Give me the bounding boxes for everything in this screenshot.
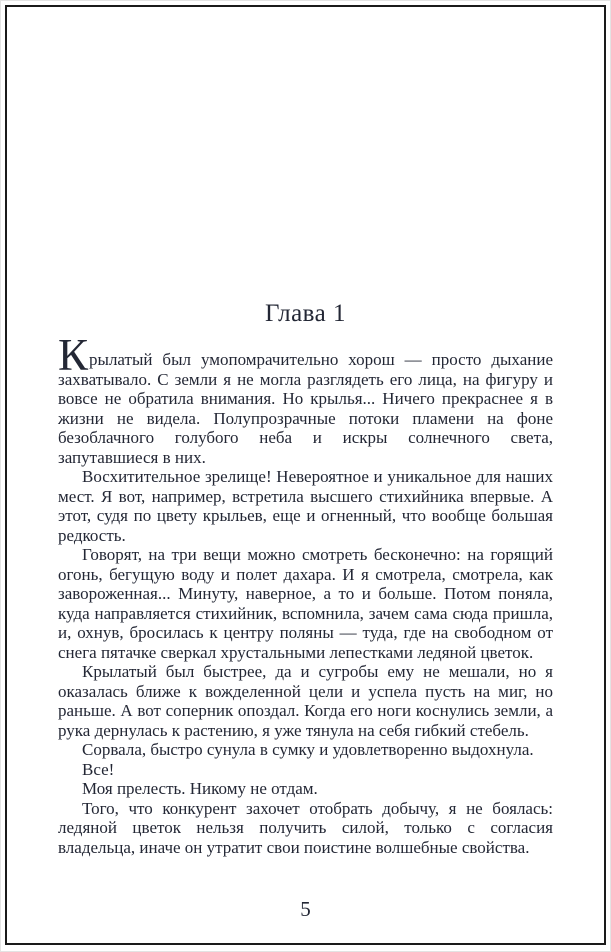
body-paragraph: Сорвала, быстро сунула в сумку и удовлетворенно выдохнула. bbox=[82, 740, 534, 759]
chapter-heading: Глава 1 bbox=[265, 300, 346, 327]
body-paragraph: Крылатый был быстрее, да и сугробы ему не мешали, но я оказалась ближе к вожделенной цели и успела пусть на миг, но раньше. А вот соперник опоздал. Когда его ноги коснулись земли, а рука дернулась к растению, я уже тянула на себя гибкий стебель. bbox=[58, 662, 553, 740]
dropcap-letter: К bbox=[58, 330, 90, 380]
body-paragraph bbox=[58, 330, 553, 467]
body-paragraph: Того, что конкурент захочет отобрать добычу, я не боялась: ледяной цветок нельзя получить силой, только с согласия владельца, иначе он утратит свои поистине волшебные свойства. bbox=[58, 798, 553, 857]
body-paragraph: Все! bbox=[82, 759, 115, 779]
body-paragraph: Говорят, на три вещи можно смотреть бесконечно: на горящий огонь, бегущую воду и полет дахара. И я смотрела, смотрела, как завороженная... Минуту, наверное, а то и больше. Потом поняла, куда направляется стихийник, вспомнила, зачем сама сюда пришла, и, охнув, бросилась к центру поляны — туда, где на свободном от снега пятачке сверкал хрустальными лепестками ледяной цветок. bbox=[58, 545, 553, 662]
page-text-block bbox=[58, 299, 553, 857]
body-paragraph: Восхитительное зрелище! Невероятное и уникальное для наших мест. Я вот, например, встретила высшего стихийника впервые. А этот, судя по цвету крыльев, еще и огненный, что вообще большая редкость. bbox=[58, 467, 553, 545]
page-number: 5 bbox=[300, 897, 311, 921]
body-paragraph: Моя прелесть. Никому не отдам. bbox=[82, 779, 318, 798]
paragraph-text: рылатый был умопомрачительно хорош — просто дыхание захватывало. С земли я не могла разглядеть его лица, на фигуру и вовсе не обратила внимания. Но крылья... Ничего прекраснее я в жизни не видела. Полупрозрачные потоки пламени на фоне безоблачного голубого неба и искры солнечного света, запутавшиеся в них. bbox=[58, 350, 553, 467]
